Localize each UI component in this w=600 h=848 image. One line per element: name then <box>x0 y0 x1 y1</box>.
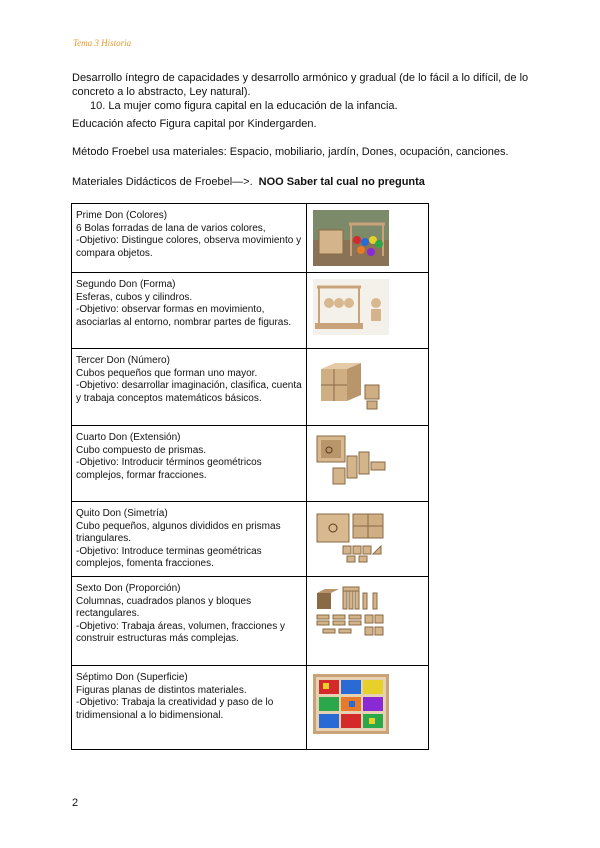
table-row <box>72 204 429 273</box>
hanging-shapes-photo <box>313 279 389 335</box>
don-title: Séptimo Don (Superficie) <box>76 672 188 683</box>
don-description <box>72 426 307 502</box>
don-desc: Cubo pequeños, algunos divididos en prismas triangulares. <box>76 520 281 544</box>
don-objective: -Objetivo: desarrollar imaginación, clasifica, cuenta y trabaja conceptos matemáticos básicos. <box>76 380 302 404</box>
page-header: Tema 3 Historia <box>73 38 132 48</box>
don-objective: -Objetivo: Trabaja áreas, volumen, fracciones y construir estructuras más complejas. <box>76 620 285 644</box>
don-description <box>72 349 307 426</box>
paragraph-method: Método Froebel usa materiales: Espacio, mobiliario, jardín, Dones, ocupación, canciones. <box>72 146 509 158</box>
don-title: Sexto Don (Proporción) <box>76 583 181 594</box>
don-description <box>72 273 307 349</box>
don-title: Tercer Don (Número) <box>76 355 170 366</box>
don-description <box>72 502 307 577</box>
don-image-cell <box>307 577 429 666</box>
don-objective: -Objetivo: observar formas en movimiento, asociarlas al entorno, nombrar partes de figuras. <box>76 304 292 328</box>
paragraph-development: Desarrollo íntegro de capacidades y desarrollo armónico y gradual (de lo fácil a lo difícil, de lo concreto a lo abstracto, Ley natural). <box>72 72 529 98</box>
prism-blocks-box-photo <box>313 432 389 488</box>
don-title: Prime Don (Colores) <box>76 210 168 221</box>
don-objective: -Objetivo: Introducir términos geométricos complejos, formar fracciones. <box>76 457 262 481</box>
don-desc: Columnas, cuadrados planos y bloques rectangulares. <box>76 595 252 619</box>
triangular-prisms-box-photo <box>313 508 389 564</box>
paragraph-item-10: 10. La mujer como figura capital en la educación de la infancia. <box>90 100 398 112</box>
froebel-gifts-table <box>71 203 429 750</box>
don-title: Quito Don (Simetría) <box>76 508 168 519</box>
don-image-cell <box>307 666 429 750</box>
don-desc: 6 Bolas forradas de lana de varios colores, <box>76 222 266 234</box>
don-description <box>72 666 307 750</box>
don-objective: -Objetivo: Introduce terminas geométricas complejos, fomenta fracciones. <box>76 545 262 569</box>
don-image-cell <box>307 502 429 577</box>
materials-note: NOO Saber tal cual no pregunta <box>258 176 425 188</box>
colored-wool-balls-photo <box>313 210 389 266</box>
table-row <box>72 273 429 349</box>
wooden-cubes-photo <box>313 355 389 411</box>
table-row <box>72 502 429 577</box>
don-objective: -Objetivo: Distingue colores, observa movimiento y compara objetos. <box>76 235 302 259</box>
don-desc: Cubos pequeños que forman uno mayor. <box>76 367 258 379</box>
don-desc: Figuras planas de distintos materiales. <box>76 684 247 696</box>
table-row <box>72 426 429 502</box>
table-row <box>72 666 429 750</box>
don-description <box>72 577 307 666</box>
don-image-cell <box>307 426 429 502</box>
don-desc: Cubo compuesto de prismas. <box>76 444 207 456</box>
don-title: Cuarto Don (Extensión) <box>76 432 181 443</box>
don-title: Segundo Don (Forma) <box>76 279 176 290</box>
paragraph-materials <box>72 175 532 189</box>
materials-label: Materiales Didácticos de Froebel—>. <box>72 176 253 188</box>
page-number: 2 <box>72 797 79 809</box>
table-row <box>72 349 429 426</box>
don-objective: -Objetivo: Trabaja la creatividad y paso de lo tridimensional a lo bidimensional. <box>76 697 274 721</box>
don-desc: Esferas, cubos y cilindros. <box>76 291 193 303</box>
don-image-cell <box>307 273 429 349</box>
don-image-cell <box>307 349 429 426</box>
colored-tiles-tray-photo <box>313 674 389 734</box>
table-row <box>72 577 429 666</box>
columns-blocks-photo <box>313 585 389 641</box>
paragraph-education: Educación afecto Figura capital por Kindergarden. <box>72 118 317 130</box>
don-description <box>72 204 307 273</box>
don-image-cell <box>307 204 429 273</box>
